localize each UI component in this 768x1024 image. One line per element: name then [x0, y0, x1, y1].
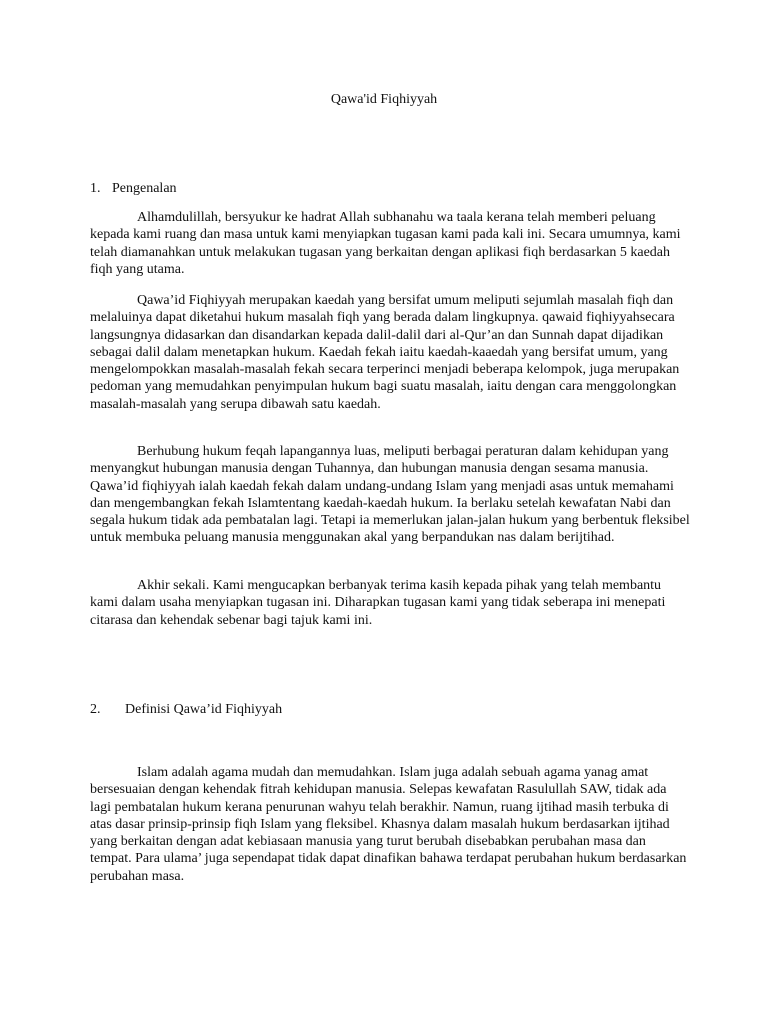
document-title: Qawa'id Fiqhiyyah — [330, 92, 438, 107]
section-heading-pengenalan — [90, 180, 177, 198]
paragraph-islam-mudah: Islam adalah agama mudah dan memudahkan. Islam juga adalah sebuah agama yanag amat bersesuaian dengan kehendak fitrah kehidupan manusia. Selepas kewafatan Rasulullah SAW, tidak ada lagi pembatalan hukum kerana penurunan wahyu telah berakhir. Namun, ruang ijtihad masih terbuka di atas dasar prinsip-prinsip fiqh Islam yang fleksibel. Khasnya dalam masalah hukum berdasarkan ijtihad yang berkaitan dengan adat kebiasaan manusia yang turut berubah disebabkan perubahan masa dan tempat. Para ulama’ juga sependapat tidak dapat dinafikan bahawa terdapat perubahan hukum berdasarkan perubahan masa. — [90, 765, 687, 884]
paragraph-intro: Alhamdulillah, bersyukur ke hadrat Allah subhanahu wa taala kerana telah memberi peluang kepada kami ruang dan masa untuk kami menyiapkan tugasan kami pada kali ini. Secara umumnya, kami telah diamanahkan untuk melakukan tugasan yang berkaitan dengan aplikasi fiqh berdasarkan 5 kaedah fiqh yang utama. — [90, 210, 681, 277]
paragraph-closing: Akhir sekali. Kami mengucapkan berbanyak terima kasih kepada pihak yang telah membantu kami dalam usaha menyiapkan tugasan ini. Diharapkan tugasan kami yang tidak seberapa ini menepati citarasa dan kehendak sebenar bagi tajuk kami ini. — [90, 578, 666, 628]
section-heading-text: Definisi Qawa’id Fiqhiyyah — [125, 702, 283, 717]
section-number: 1. — [90, 181, 101, 196]
paragraph-hukum-feqah: Berhubung hukum feqah lapangannya luas, meliputi berbagai peraturan dalam kehidupan yang menyangkut hubungan manusia dengan Tuhannya, dan hubungan manusia dengan sesama manusia. Qawa’id fiqhiyyah ialah kaedah fekah dalam undang-undang Islam yang menjadi asas untuk memahami dan mengembangkan fekah Islamtentang kaedah-kaedah hukum. Ia berlaku setelah kewafatan Nabi dan segala hukum tidak ada pembatalan lagi. Tetapi ia memerlukan jalan-jalan hukum yang berbentuk fleksibel untuk membuka peluang manusia menggunakan akal yang berpandukan nas dalam berijtihad. — [90, 444, 690, 546]
section-heading-definisi — [90, 701, 282, 719]
section-heading-text: Pengenalan — [112, 181, 177, 196]
section-number: 2. — [90, 702, 101, 717]
paragraph-qawaid-definition: Qawa’id Fiqhiyyah merupakan kaedah yang bersifat umum meliputi sejumlah masalah fiqh dan melaluinya dapat diketahui hukum masalah fiqh yang berada dalam lingkupnya. qawaid fiqhiyyahsecara langsungnya didasarkan dan disandarkan kepada dalil-dalil dari al-Qur’an dan Sunnah dapat dijadikan sebagai dalil dalam menetapkan hukum. Kaedah fekah iaitu kaedah-kaaedah yang bersifat umum, yang mengelompokkan masalah-masalah fekah secara terperinci menjadi beberapa kelompok, juga merupakan pedoman yang memudahkan penyimpulan hukum bagi suatu masalah, iaitu dengan cara menggolongkan masalah-masalah yang serupa dibawah satu kaedah. — [90, 293, 680, 412]
